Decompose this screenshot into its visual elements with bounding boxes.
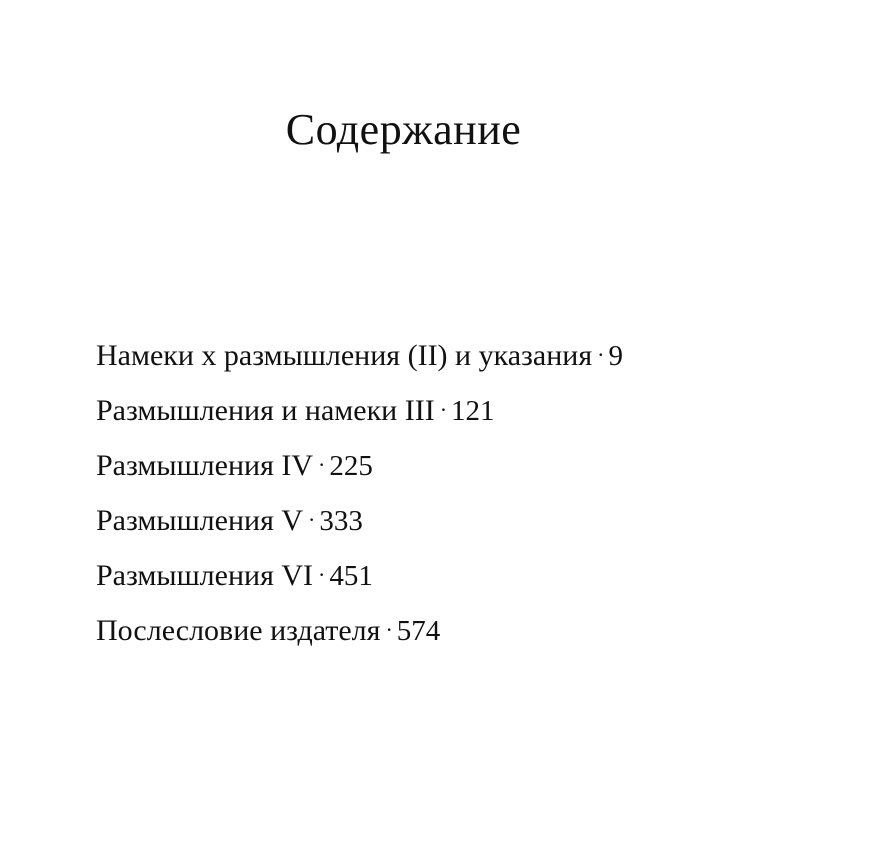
toc-entry <box>96 608 623 663</box>
table-of-contents <box>96 333 623 663</box>
toc-entry <box>96 333 623 388</box>
toc-separator: · <box>597 342 605 367</box>
toc-entry <box>96 553 623 608</box>
toc-page-number: 121 <box>451 395 495 427</box>
toc-separator: · <box>439 397 448 422</box>
toc-page-number: 333 <box>319 505 363 537</box>
toc-separator: · <box>318 452 326 477</box>
toc-entry-label: Размышления V <box>96 504 304 537</box>
toc-entry-label: Размышления VI <box>96 559 314 592</box>
toc-page-number: 9 <box>608 340 623 372</box>
toc-entry-label: Послесловие издателя <box>96 614 381 647</box>
toc-entry <box>96 388 623 443</box>
page-title: Содержание <box>285 105 522 154</box>
toc-entry-label: Намеки х размышления (II) и указания <box>96 339 593 372</box>
toc-entry <box>96 443 623 498</box>
toc-entry-label: Размышления IV <box>96 449 314 482</box>
toc-entry-label: Размышления и намеки III <box>96 394 435 427</box>
toc-separator: · <box>318 562 326 587</box>
toc-page-number: 451 <box>329 560 373 592</box>
toc-page-number: 574 <box>396 615 441 647</box>
toc-entry <box>96 498 623 553</box>
toc-page-number: 225 <box>329 450 373 482</box>
toc-separator: · <box>308 507 316 532</box>
toc-separator: · <box>385 617 393 642</box>
